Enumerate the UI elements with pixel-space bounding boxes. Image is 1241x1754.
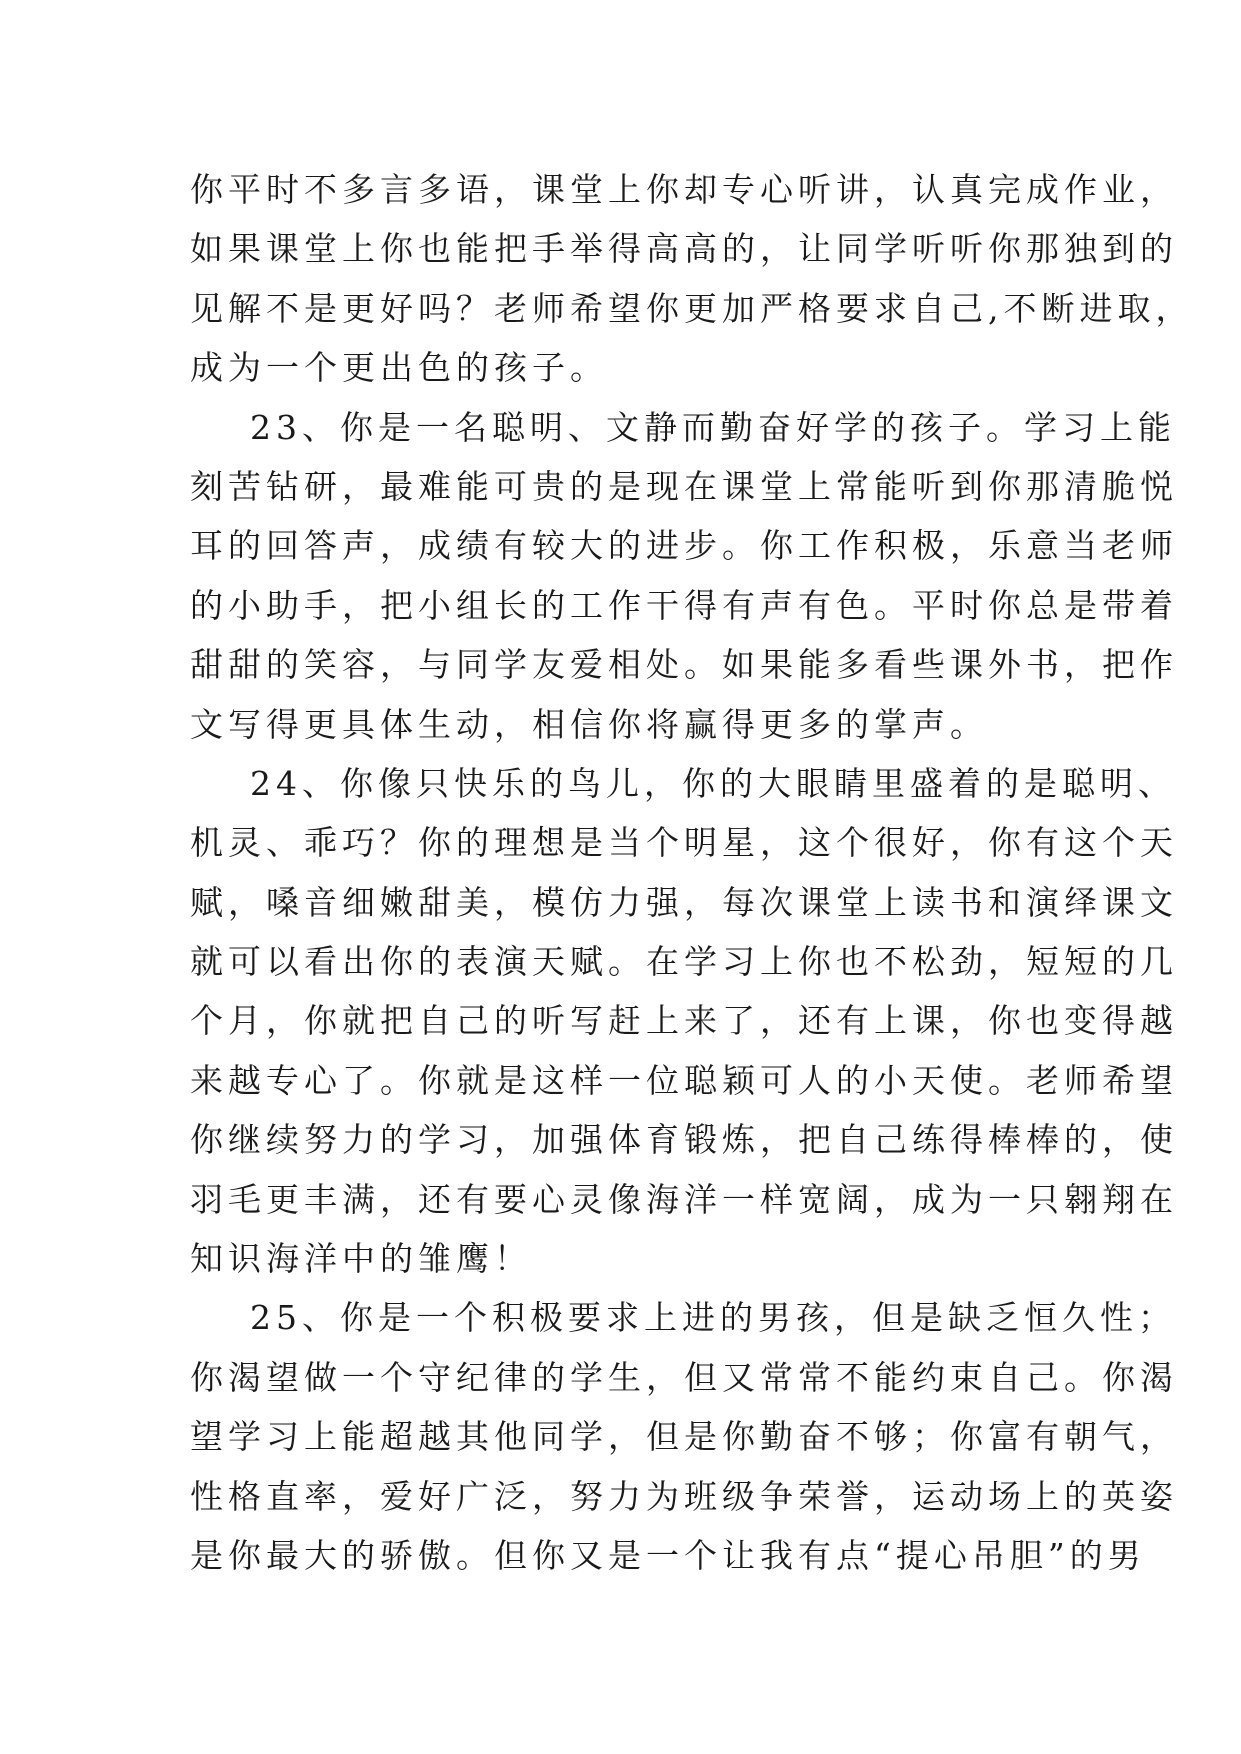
- text-line: 是你最大的骄傲。但你又是一个让我有点“提心吊胆”的男: [190, 1535, 1146, 1575]
- paragraph-first-line: 24、你像只快乐的鸟儿，你的大眼睛里盛着的是聪明、: [250, 763, 1176, 803]
- text-line: 知识海洋中的雏鹰！: [190, 1239, 532, 1279]
- text-line: 就可以看出你的表演天赋。在学习上你也不松劲，短短的几: [190, 942, 1178, 982]
- text-line: 见解不是更好吗？老师希望你更加严格要求自己,不断进取，: [190, 288, 1194, 328]
- text-line: 羽毛更丰满，还有要心灵像海洋一样宽阔，成为一只翱翔在: [190, 1179, 1178, 1219]
- text-line: 你渴望做一个守纪律的学生，但又常常不能约束自己。你渴: [190, 1357, 1178, 1397]
- text-line: 成为一个更出色的孩子。: [190, 348, 608, 388]
- document-body: [190, 160, 1194, 1585]
- text-line: 如果课堂上你也能把手举得高高的，让同学听听你那独到的: [190, 229, 1178, 269]
- text-line: 的小助手，把小组长的工作干得有声有色。平时你总是带着: [190, 585, 1178, 625]
- text-line: 机灵、乖巧？你的理想是当个明星，这个很好，你有这个天: [190, 823, 1178, 863]
- paragraph-first-line: 25、你是一个积极要求上进的男孩，但是缺乏恒久性；: [250, 1298, 1176, 1338]
- text-line: 甜甜的笑容，与同学友爱相处。如果能多看些课外书，把作: [190, 645, 1178, 685]
- text-line: 来越专心了。你就是这样一位聪颖可人的小天使。老师希望: [190, 1060, 1178, 1100]
- text-line: 刻苦钻研，最难能可贵的是现在课堂上常能听到你那清脆悦: [190, 466, 1178, 506]
- text-line: 你平时不多言多语，课堂上你却专心听讲，认真完成作业，: [190, 170, 1178, 209]
- text-line: 性格直率，爱好广泛，努力为班级争荣誉，运动场上的英姿: [190, 1476, 1178, 1516]
- text-line: 文写得更具体生动，相信你将赢得更多的掌声。: [190, 704, 988, 744]
- text-line: 你继续努力的学习，加强体育锻炼，把自己练得棒棒的，使: [190, 1120, 1178, 1160]
- text-line: 耳的回答声，成绩有较大的进步。你工作积极，乐意当老师: [190, 526, 1178, 566]
- paragraph-first-line: 23、你是一名聪明、文静而勤奋好学的孩子。学习上能: [250, 407, 1176, 447]
- text-line: 个月，你就把自己的听写赶上来了，还有上课，你也变得越: [190, 1001, 1178, 1041]
- text-line: 赋，嗓音细嫩甜美，模仿力强，每次课堂上读书和演绎课文: [190, 882, 1178, 922]
- text-line: 望学习上能超越其他同学，但是你勤奋不够；你富有朝气，: [190, 1417, 1178, 1457]
